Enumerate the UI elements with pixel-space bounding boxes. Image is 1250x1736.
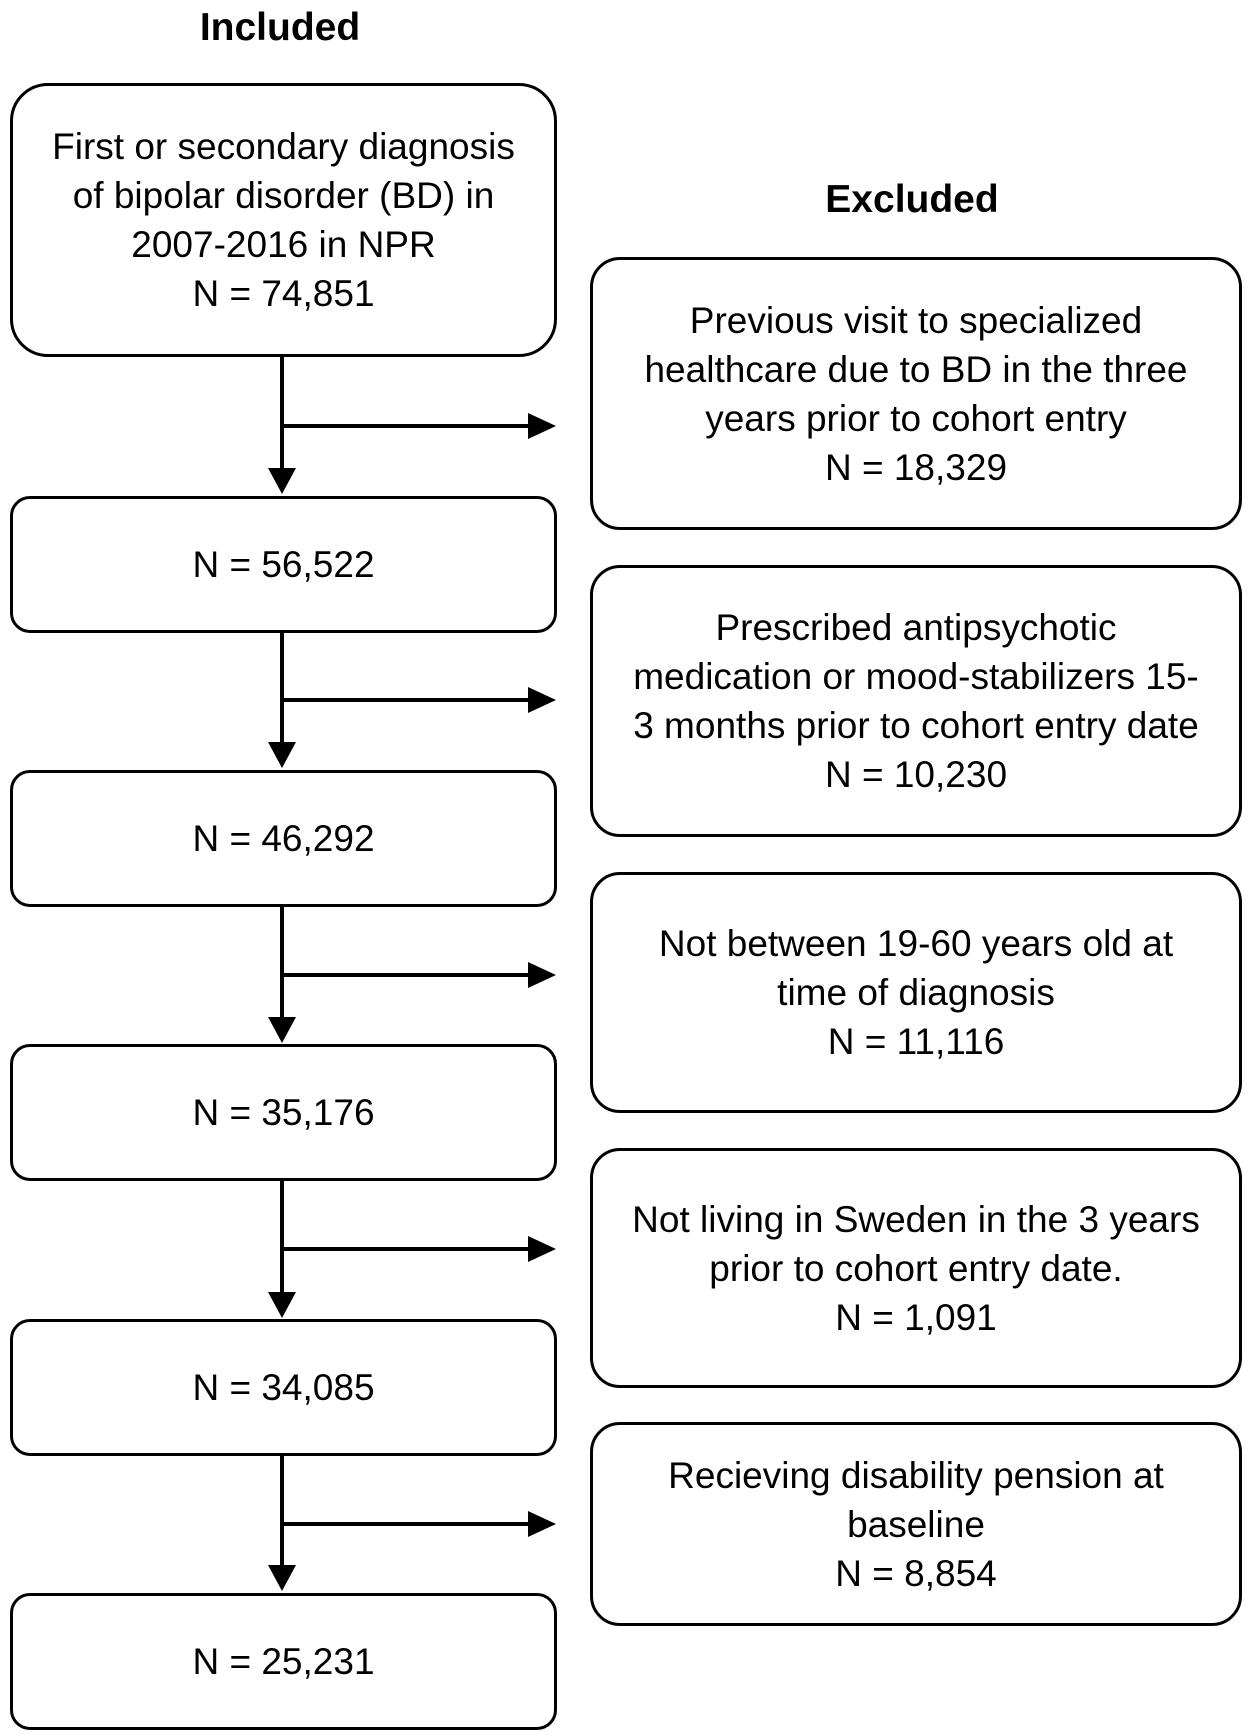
box-text-line: Not living in Sweden in the 3 years [632, 1198, 1200, 1240]
connector-3 [268, 907, 556, 1043]
arrowhead-down [268, 1292, 296, 1318]
excluded-box-4 [590, 1148, 1242, 1388]
arrowhead-down [268, 468, 296, 494]
box-text-line: healthcare due to BD in the three [644, 348, 1188, 390]
box-text-line: years prior to cohort entry [705, 397, 1127, 439]
arrowhead-down [268, 1017, 296, 1043]
box-count: N = 25,231 [192, 1641, 375, 1682]
box-count: N = 74,851 [192, 273, 375, 314]
connector-1 [268, 357, 556, 494]
box-count: N = 46,292 [192, 818, 375, 859]
box-count: N = 1,091 [835, 1296, 997, 1338]
arrowhead-down [268, 1565, 296, 1591]
box-text-line: 2007-2016 in NPR [131, 224, 436, 265]
arrowhead-right [528, 1511, 556, 1537]
excluded-box-3 [590, 872, 1242, 1113]
box-count: N = 10,230 [824, 754, 1008, 795]
included-box-2 [10, 496, 557, 633]
arrowhead-right [528, 413, 556, 439]
included-heading: Included [199, 6, 361, 49]
box-text-line: Recieving disability pension at [668, 1454, 1164, 1496]
arrowhead-right [528, 962, 556, 988]
box-count: N = 8,854 [835, 1552, 997, 1594]
excluded-heading: Excluded [825, 178, 999, 221]
included-box-3 [10, 770, 557, 907]
box-count: N = 18,329 [824, 446, 1008, 488]
box-count: N = 56,522 [192, 544, 375, 585]
box-text-line: baseline [847, 1503, 985, 1545]
included-box-6 [10, 1593, 557, 1730]
box-text-line: Previous visit to specialized [689, 299, 1143, 341]
box-count: N = 35,176 [192, 1092, 375, 1133]
excluded-box-5 [590, 1422, 1242, 1626]
box-text-line: 3 months prior to cohort entry date [633, 705, 1199, 746]
arrowhead-right [528, 687, 556, 713]
box-count: N = 11,116 [827, 1021, 1005, 1062]
connector-4 [268, 1181, 556, 1318]
box-text-line: prior to cohort entry date. [709, 1247, 1123, 1289]
box-count: N = 34,085 [192, 1367, 375, 1408]
excluded-box-2 [590, 565, 1242, 837]
arrowhead-right [528, 1236, 556, 1262]
excluded-box-1 [590, 257, 1242, 530]
box-text-line: Prescribed antipsychotic [715, 607, 1117, 648]
connector-2 [268, 633, 556, 768]
box-text-line: First or secondary diagnosis [52, 126, 515, 167]
connector-5 [268, 1456, 556, 1591]
box-text-line: medication or mood-stabilizers 15- [633, 656, 1199, 697]
included-box-5 [10, 1319, 557, 1456]
box-text-line: time of diagnosis [777, 972, 1055, 1013]
box-text-line: of bipolar disorder (BD) in [72, 175, 495, 216]
box-text-line: Not between 19-60 years old at [658, 923, 1174, 964]
arrowhead-down [268, 742, 296, 768]
included-box-4 [10, 1044, 557, 1181]
included-box-1 [10, 83, 557, 357]
